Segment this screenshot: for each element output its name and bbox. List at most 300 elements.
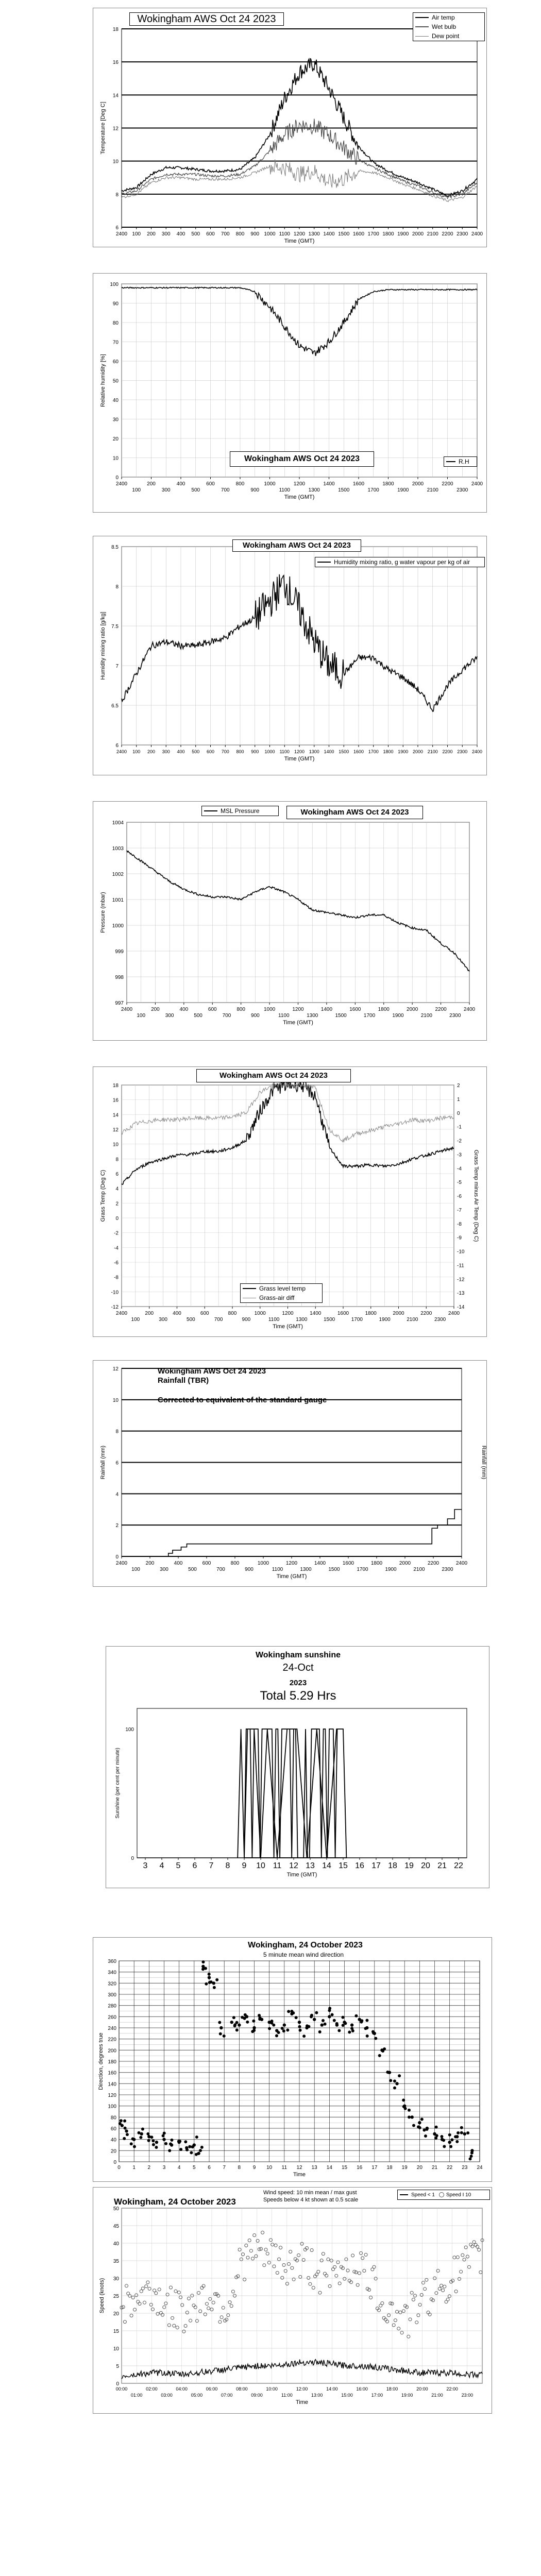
y-tick-label: 160 [108, 2070, 116, 2076]
y-tick-label: 0 [115, 1554, 119, 1560]
wind-direction-point [374, 2037, 377, 2040]
x-tick-label: 1000 [257, 1561, 269, 1566]
y-tick-label: -6 [114, 1260, 119, 1266]
x-tick-label: 2300 [457, 749, 468, 754]
wind-direction-point [342, 2024, 345, 2027]
wind-direction-point [328, 2007, 331, 2010]
wind-direction-point [243, 2017, 246, 2020]
y-tick-label: 12 [112, 1127, 119, 1133]
y-axis-label: Speed (knots) [99, 2278, 105, 2314]
mixing-ratio-chart-title: Wokingham AWS Oct 24 2023 [232, 539, 361, 552]
legend-dew-point [413, 31, 484, 41]
y-tick-label: -2 [114, 1230, 119, 1236]
x-tick-label: 900 [250, 487, 260, 493]
y-tick-label: 999 [115, 949, 124, 955]
x-tick-label: 1300 [308, 487, 320, 493]
x-tick-label: 16:00 [356, 2386, 368, 2392]
wind-direction-point [320, 2023, 324, 2026]
wind-direction-point [469, 2157, 472, 2160]
y-tick-label: 0 [116, 2381, 119, 2387]
y-tick-label: 12 [112, 126, 119, 132]
x-tick-label: 20 [416, 2165, 422, 2171]
x-tick-label: 600 [202, 1561, 211, 1566]
x-tick-label: 2400 [116, 749, 127, 754]
x-tick-label: 1400 [320, 1007, 333, 1012]
wind-direction-point [272, 2024, 275, 2027]
x-tick-label: 500 [191, 487, 200, 493]
x-tick-label: 1 [132, 2165, 136, 2171]
wind-direction-point [277, 2031, 280, 2034]
y-right-tick-label: -3 [457, 1152, 462, 1158]
x-tick-label: 600 [206, 481, 215, 487]
x-tick-label: 1400 [310, 1311, 322, 1316]
wind-direction-point [418, 2121, 421, 2124]
wind-direction-point [402, 2098, 405, 2102]
x-tick-label: 1300 [300, 1567, 312, 1572]
x-tick-label: 1400 [323, 231, 335, 237]
humidity-legend [444, 456, 477, 467]
x-axis-label: Time (GMT) [284, 494, 315, 500]
x-tick-label: 17 [371, 1861, 381, 1870]
y-tick-label: 6 [115, 1172, 119, 1177]
x-tick-label: 900 [251, 1013, 260, 1019]
wind-direction-point [470, 2151, 474, 2155]
x-tick-label: 1000 [264, 231, 276, 237]
x-tick-label: 1800 [370, 1561, 383, 1566]
y-right-tick-label: -7 [457, 1207, 462, 1213]
y-right-tick-label: 1 [457, 1096, 460, 1103]
wind-direction-point [302, 2035, 306, 2038]
wind-direction-point [252, 2020, 255, 2023]
y-tick-label: 6 [115, 1460, 119, 1466]
y-tick-label: 100 [125, 1727, 134, 1733]
x-tick-label: 02:00 [146, 2386, 158, 2392]
x-tick-label: 01:00 [130, 2393, 143, 2398]
wind-direction-point [455, 2140, 459, 2143]
y-axis-label: Humidity mixing ratio [g/kg] [100, 612, 106, 680]
x-tick-label: 2300 [449, 1013, 461, 1019]
y-right-tick-label: -1 [457, 1124, 462, 1130]
x-tick-label: 1600 [349, 1007, 361, 1012]
pressure-chart [93, 802, 487, 1041]
x-tick-label: 5 [176, 1861, 181, 1870]
x-tick-label: 2000 [407, 1007, 418, 1012]
x-tick-label: 06:00 [206, 2386, 218, 2392]
y-tick-label: 4 [115, 1492, 119, 1498]
wind-direction-point [404, 2107, 407, 2110]
wind-direction-point [393, 2079, 396, 2082]
wind-direction-point [463, 2132, 466, 2136]
x-tick-label: 2100 [427, 749, 438, 754]
wind-direction-point [350, 2027, 353, 2030]
rainfall-chart-annotation: Corrected to equivalent of the standard gauge [158, 1396, 327, 1404]
wind-direction-point [457, 2131, 460, 2134]
legend-msl-pressure [202, 806, 278, 816]
temperature-chart [93, 8, 487, 248]
x-tick-label: 6 [208, 2165, 211, 2171]
y-tick-label: -10 [111, 1290, 119, 1296]
x-tick-label: 10 [256, 1861, 265, 1870]
y-tick-label: 6 [115, 743, 119, 749]
legend-air-temp [413, 13, 484, 22]
x-tick-label: 15 [341, 2165, 348, 2171]
wind-direction-point [147, 2135, 150, 2138]
y-right-axis-label: Rainfall (mm) [481, 1445, 487, 1480]
y-tick-label: 220 [108, 2037, 116, 2043]
x-tick-label: 1900 [385, 1567, 397, 1572]
x-tick-label: 500 [194, 1013, 202, 1019]
y-tick-label: 30 [112, 417, 119, 423]
wind-direction-point [169, 2142, 172, 2145]
wind-direction-point [155, 2141, 158, 2144]
x-tick-label: 2100 [427, 487, 438, 493]
wind-direction-point [387, 2071, 390, 2074]
x-tick-label: 4 [159, 1861, 164, 1870]
y-axis-label: Temperature [Deg C] [100, 101, 106, 155]
y-tick-label: 1003 [112, 846, 124, 852]
y-tick-label: 6 [115, 225, 119, 231]
wind-direction-point [188, 2145, 191, 2148]
legend-speed-mean-label: Speed < 1 [411, 2192, 435, 2198]
x-tick-label: 200 [151, 1007, 160, 1012]
legend-speed-gust-label: Speed I 10 [446, 2192, 471, 2198]
x-tick-label: 500 [191, 231, 200, 237]
wind-direction-point [162, 2138, 165, 2141]
sunshine-chart-year: 2023 [289, 1679, 307, 1687]
x-tick-label: 23 [462, 2165, 468, 2171]
y-tick-label: 340 [108, 1970, 116, 1976]
x-tick-label: 400 [176, 231, 185, 237]
x-tick-label: 19 [404, 1861, 414, 1870]
wind-direction-point [205, 1982, 208, 1986]
x-tick-label: 2200 [435, 1007, 447, 1012]
wind-direction-point [155, 2146, 158, 2149]
wind-direction-point [420, 2118, 424, 2121]
grass-temp-legend [240, 1283, 323, 1303]
x-tick-label: 1000 [254, 1311, 266, 1316]
x-tick-label: 09:00 [251, 2393, 263, 2398]
x-tick-label: 00:00 [115, 2386, 128, 2392]
humidity-chart-panel [93, 273, 487, 513]
legend-air-temp-label: Air temp [432, 14, 455, 21]
sunshine-chart-title: Wokingham sunshine [255, 1651, 341, 1659]
wind-direction-point [337, 2029, 341, 2032]
wind-direction-point [313, 2018, 316, 2021]
wind-direction-point [178, 2140, 181, 2143]
x-tick-label: 1500 [339, 749, 349, 754]
x-tick-label: 400 [173, 1311, 181, 1316]
wind-direction-point [398, 2074, 401, 2077]
wind-direction-point [191, 2145, 194, 2148]
x-tick-label: 1800 [378, 1007, 390, 1012]
x-tick-label: 800 [230, 1561, 240, 1566]
wind-direction-point [440, 2135, 443, 2138]
y-tick-label: 60 [112, 359, 119, 365]
wind-direction-point [460, 2131, 463, 2134]
x-tick-label: 2200 [442, 231, 453, 237]
wind-direction-point [200, 2146, 204, 2149]
x-tick-label: 2 [147, 2165, 151, 2171]
y-tick-label: 180 [108, 2059, 116, 2065]
y-tick-label: 30 [113, 2276, 119, 2282]
x-tick-label: 3 [162, 2165, 166, 2171]
x-tick-label: 2300 [442, 1567, 453, 1572]
y-tick-label: 12 [112, 1366, 119, 1372]
wind-direction-point [133, 2145, 136, 2148]
x-tick-label: 1500 [335, 1013, 347, 1019]
y-tick-label: 2 [115, 1201, 119, 1207]
y-tick-label: 10 [112, 159, 119, 165]
wind-direction-point [223, 2035, 226, 2038]
x-tick-label: 800 [236, 749, 244, 754]
wind-direction-point [119, 2122, 122, 2125]
x-tick-label: 1500 [324, 1317, 335, 1323]
y-tick-label: 7.5 [111, 624, 119, 630]
wind-direction-point [393, 2087, 396, 2090]
x-tick-label: 1200 [293, 231, 306, 237]
wind-direction-point [350, 2023, 353, 2026]
wind-direction-chart-title: Wokingham, 24 October 2023 [248, 1941, 363, 1950]
x-tick-label: 1700 [357, 1567, 368, 1572]
temperature-chart-title: Wokingham AWS Oct 24 2023 [129, 12, 284, 26]
wind-direction-point [408, 2115, 411, 2119]
wind-direction-point [435, 2126, 438, 2129]
x-tick-label: 2400 [115, 481, 128, 487]
wind-direction-point [287, 2010, 290, 2013]
wind-direction-point [244, 2013, 247, 2016]
x-tick-label: 2400 [115, 1561, 128, 1566]
x-axis-label: Time (GMT) [283, 1020, 313, 1026]
x-tick-label: 100 [131, 1567, 140, 1572]
sunshine-chart-date: 24-Oct [282, 1662, 314, 1673]
x-tick-label: 19:00 [401, 2393, 413, 2398]
sunshine-chart-panel [106, 1646, 489, 1888]
y-axis-label: Grass Temp (Deg C) [100, 1170, 106, 1222]
y-tick-label: 10 [112, 455, 119, 462]
pressure-chart-panel [93, 801, 487, 1041]
x-tick-label: 2300 [434, 1317, 446, 1323]
x-tick-label: 100 [137, 1013, 146, 1019]
y-right-tick-label: -4 [457, 1166, 462, 1172]
wind-direction-point [306, 2024, 309, 2027]
x-tick-label: 1100 [279, 487, 291, 493]
x-tick-label: 11 [273, 1861, 282, 1870]
wind-direction-point [426, 2128, 429, 2131]
wind-direction-point [365, 2019, 368, 2022]
wind-direction-point [360, 2019, 363, 2022]
wind-direction-point [283, 2023, 286, 2026]
y-tick-label: 5 [116, 2364, 119, 2369]
y-tick-label: 8 [115, 1157, 119, 1163]
x-tick-label: 1200 [282, 1311, 294, 1316]
x-tick-label: 3 [143, 1861, 148, 1870]
x-tick-label: 1600 [352, 231, 365, 237]
y-tick-label: 300 [108, 1992, 116, 1998]
x-tick-label: 14 [326, 2165, 332, 2171]
legend-wet-bulb [413, 22, 484, 31]
x-tick-label: 500 [188, 1567, 197, 1572]
y-right-tick-label: -6 [457, 1194, 462, 1199]
y-tick-label: 16 [112, 1097, 119, 1104]
x-tick-label: 12:00 [296, 2386, 308, 2392]
y-tick-label: 998 [115, 975, 124, 980]
x-tick-label: 08:00 [236, 2386, 248, 2392]
x-tick-label: 15 [339, 1861, 348, 1870]
wind-direction-point [322, 2019, 325, 2022]
legend-grass-level-temp-label: Grass level temp [259, 1285, 306, 1292]
x-tick-label: 1200 [294, 749, 305, 754]
y-tick-label: 6.5 [111, 703, 119, 709]
x-tick-label: 1700 [363, 1013, 376, 1019]
wind-direction-point [412, 2124, 415, 2127]
x-tick-label: 17:00 [371, 2393, 383, 2398]
y-tick-label: 280 [108, 2003, 116, 2009]
x-tick-label: 2400 [455, 1561, 468, 1566]
wind-direction-point [341, 2016, 344, 2019]
x-tick-label: 2100 [420, 1013, 432, 1019]
x-tick-label: 200 [145, 1561, 155, 1566]
y-tick-label: 40 [113, 2241, 119, 2247]
x-tick-label: 300 [161, 231, 171, 237]
x-tick-label: 2000 [399, 1561, 411, 1566]
y-axis-label: Sunshine (per cent per minute) [115, 1748, 121, 1819]
wind-direction-point [218, 2021, 221, 2024]
x-tick-label: 2400 [115, 231, 128, 237]
x-tick-label: 11:00 [281, 2393, 293, 2398]
y-tick-label: 18 [112, 1083, 119, 1089]
pressure-chart-title: Wokingham AWS Oct 24 2023 [286, 806, 423, 819]
rainfall-chart-title: Wokingham AWS Oct 24 2023 [158, 1367, 266, 1376]
x-tick-label: 100 [132, 749, 141, 754]
wind-direction-point [163, 2131, 166, 2134]
x-tick-label: 1000 [263, 1007, 276, 1012]
legend-grass-air-diff-label: Grass-air diff [259, 1294, 295, 1301]
x-tick-label: 1000 [264, 481, 276, 487]
wind-direction-point [295, 2016, 298, 2019]
y-right-tick-label: -5 [457, 1180, 462, 1186]
wind-direction-point [466, 2131, 469, 2134]
wind-direction-point [364, 2027, 367, 2030]
x-tick-label: 04:00 [176, 2386, 188, 2392]
x-tick-label: 800 [236, 1007, 246, 1012]
legend-msl-pressure-label: MSL Pressure [221, 807, 260, 815]
wind-speed-chart [93, 2188, 493, 2414]
x-tick-label: 1300 [308, 231, 320, 237]
x-tick-label: 700 [216, 1567, 225, 1572]
x-tick-label: 1100 [279, 231, 291, 237]
y-tick-label: 8 [115, 1429, 119, 1435]
wind-direction-point [179, 2148, 182, 2151]
x-axis-label: Time (GMT) [284, 238, 315, 244]
x-tick-label: 1500 [328, 1567, 340, 1572]
wind-direction-point [366, 2035, 369, 2038]
y-tick-label: 60 [110, 2126, 116, 2132]
wind-speed-chart-subtitle: Wind speed: 10 min mean / max gust [263, 2190, 357, 2196]
x-tick-label: 13:00 [311, 2393, 323, 2398]
y-tick-label: 20 [110, 2148, 116, 2155]
x-tick-label: 2200 [442, 749, 453, 754]
x-tick-label: 700 [221, 231, 230, 237]
x-tick-label: 18 [388, 1861, 397, 1870]
x-tick-label: 2000 [412, 481, 424, 487]
x-tick-label: 2000 [412, 749, 424, 754]
wind-direction-point [354, 2014, 358, 2018]
wind-direction-point [331, 2013, 334, 2016]
x-tick-label: 300 [159, 1317, 167, 1323]
x-tick-label: 1300 [309, 749, 319, 754]
wind-direction-point [344, 2022, 347, 2025]
mixing-ratio-chart [93, 536, 487, 776]
wind-direction-point [123, 2120, 126, 2123]
y-tick-label: 1000 [112, 923, 124, 929]
x-tick-label: 16 [357, 2165, 363, 2171]
x-tick-label: 400 [177, 749, 185, 754]
x-tick-label: 400 [179, 1007, 189, 1012]
wind-direction-point [230, 2021, 233, 2024]
wind-direction-point [204, 1967, 207, 1970]
y-tick-label: 10 [112, 1397, 119, 1403]
legend-mixing-ratio [315, 557, 484, 567]
y-tick-label: 997 [115, 1001, 124, 1006]
x-tick-label: 200 [147, 231, 156, 237]
x-tick-label: 700 [222, 1013, 231, 1019]
y-right-tick-label: -11 [457, 1263, 464, 1269]
wind-direction-point [348, 2030, 351, 2033]
y-tick-label: 40 [112, 398, 119, 403]
y-axis-label: Rainfall (mm) [100, 1445, 106, 1480]
x-tick-label: 1400 [323, 481, 335, 487]
x-tick-label: 13 [306, 1861, 315, 1870]
y-tick-label: 140 [108, 2081, 116, 2088]
wind-direction-point [449, 2145, 452, 2148]
x-tick-label: 2400 [471, 231, 483, 237]
x-tick-label: 600 [208, 1007, 217, 1012]
x-tick-label: 20 [421, 1861, 430, 1870]
x-tick-label: 20:00 [416, 2386, 428, 2392]
y-right-axis-label: Grass Temp minus Air Temp (Deg C) [473, 1149, 479, 1242]
x-tick-label: 600 [200, 1311, 209, 1316]
wind-direction-point [372, 2031, 375, 2035]
y-tick-label: 70 [112, 340, 119, 346]
x-tick-label: 7 [223, 2165, 226, 2171]
y-tick-label: 320 [108, 1981, 116, 1987]
y-tick-label: 80 [112, 320, 119, 326]
x-tick-label: 2000 [412, 231, 424, 237]
wind-speed-chart-note: Speeds below 4 kt shown at 0.5 scale [263, 2197, 359, 2203]
x-tick-label: 14:00 [326, 2386, 338, 2392]
x-tick-label: 400 [174, 1561, 183, 1566]
wind-direction-point [324, 2023, 327, 2026]
wind-direction-point [233, 2024, 236, 2027]
wind-direction-point [411, 2115, 414, 2119]
wind-direction-point [424, 2134, 427, 2138]
x-tick-label: 1900 [392, 1013, 404, 1019]
x-tick-label: 800 [228, 1311, 237, 1316]
wind-direction-point [275, 2034, 278, 2037]
y-tick-label: 10 [113, 2346, 119, 2352]
x-tick-label: 1300 [307, 1013, 318, 1019]
x-tick-label: 300 [162, 749, 170, 754]
x-tick-label: 9 [242, 1861, 247, 1870]
mixing-ratio-legend [315, 557, 485, 567]
wind-direction-point [232, 2016, 235, 2019]
x-tick-label: 900 [250, 231, 260, 237]
x-tick-label: 1200 [293, 481, 306, 487]
x-tick-label: 1100 [278, 1013, 290, 1019]
wind-direction-point [235, 2028, 239, 2031]
temperature-legend [413, 12, 485, 41]
y-tick-label: 0 [115, 1216, 119, 1222]
